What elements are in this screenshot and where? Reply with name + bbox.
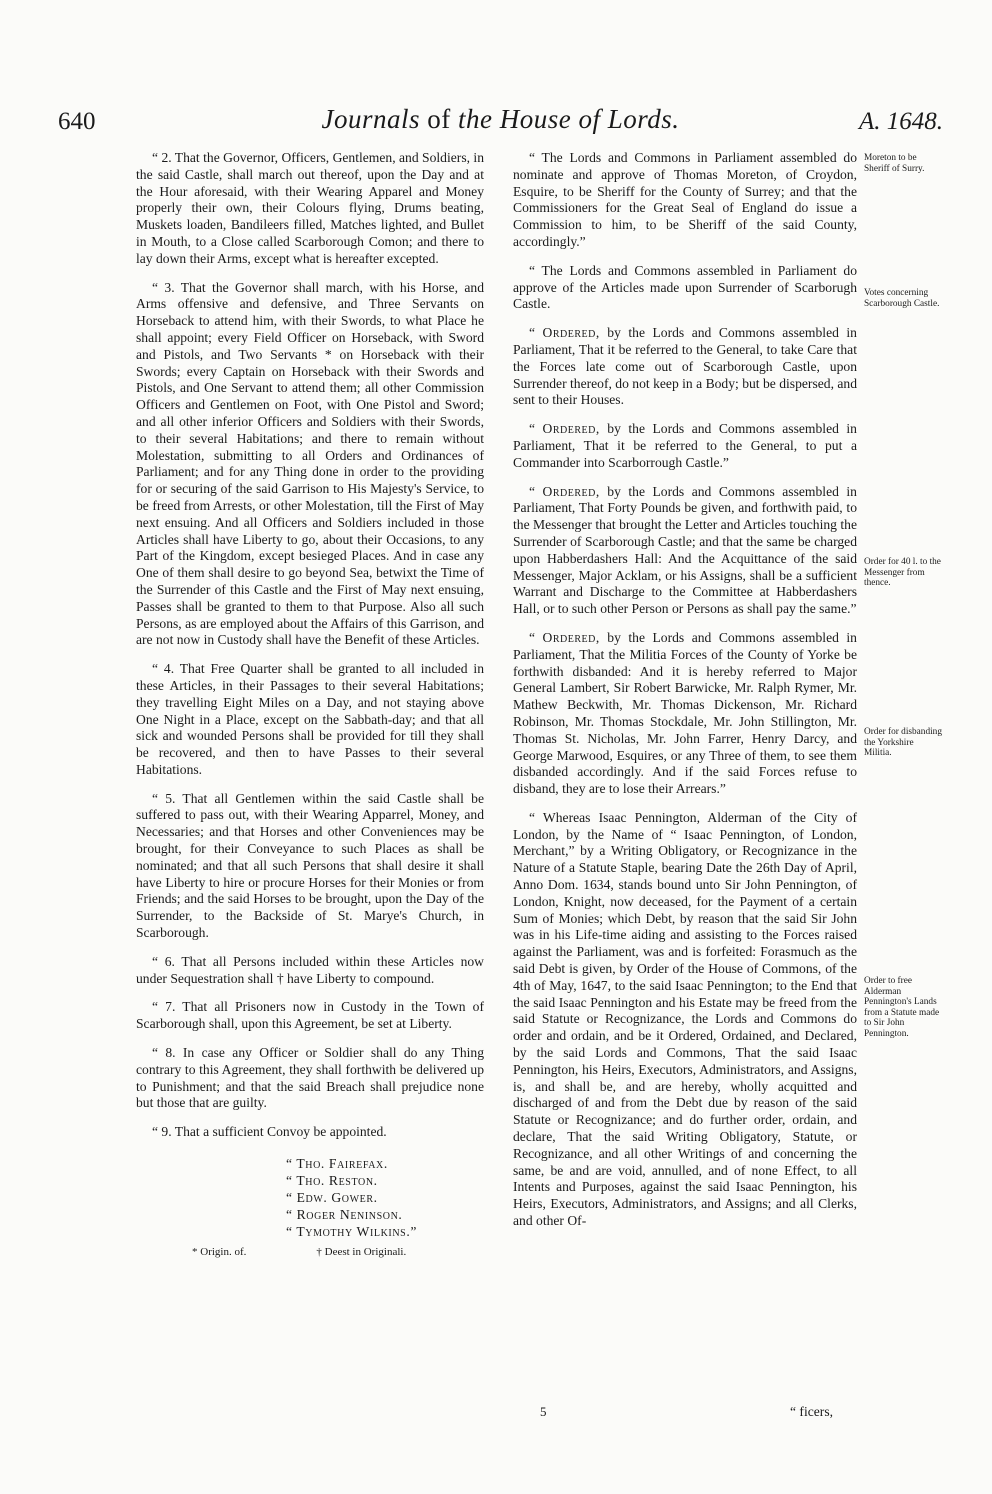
messenger-payment-order: “ Ordered, by the Lords and Commons assembled in Parliament, That Forty Pounds be given, and forthwith paid, to the Messenger that brought the Letter and Articles touching the Surrender of Scarborough Castle; and that the same be charged upon Habberdashers Hall: And the Acquittance of the said Messenger, Major Acklam, or his Assigns, shall be a sufficient Warrant and Discharge to the Committee at Habberdashers Hall, or to such other Person or Persons as shall pay the same.” — [513, 483, 857, 617]
signature-wilkins: “ Tymothy Wilkins.” — [286, 1224, 417, 1240]
forces-dispersal-order: “ Ordered, by the Lords and Commons assembled in Parliament, That it be referred to the General, to take Care that the Forces late come out of Scarborough Castle, upon Surrender thereof, do not keep in a Body; but be dispersed, and sent to their Houses. — [513, 325, 857, 408]
ordered-word: Ordered, — [542, 421, 600, 437]
messenger-payment-text: by the Lords and Commons assembled in Parliament, That Forty Pounds be given, and forthwith paid, to the Messenger that brought the Letter and Articles touching the Surrender of Scarborough Castle; and that the same be charged upon Habberdashers Hall: And the Acquittance of the said Messenger, Major Acklam, or his Assigns, shall be a sufficient Warrant and Discharge to the Committee at Habberdashers Hall, or to such other Person or Persons as shall pay the same.” — [513, 483, 857, 617]
signature-gower: “ Edw. Gower. — [286, 1190, 378, 1206]
article-8: “ 8. In case any Officer or Soldier shall do any Thing contrary to this Agreement, they shall forthwith be delivered up to Punishment; and that the said Breach shall prejudice none but those that are guilty. — [136, 1045, 484, 1111]
page-number: 640 — [58, 108, 96, 135]
footnotes — [136, 1244, 484, 1261]
left-column — [136, 150, 484, 1261]
catchword: “ ficers, — [790, 1404, 834, 1419]
signature-neninson: “ Roger Neninson. — [286, 1207, 403, 1223]
margin-note-pennington: Order to free Alderman Pennington's Lands from a Statute made to Sir John Pennington. — [864, 976, 940, 1039]
margin-note-votes: Votes concerning Scarborough Castle. — [864, 288, 940, 309]
moreton-sheriff-order: “ The Lords and Commons in Parliament assembled do nominate and approve of Thomas Moreton, of Croydon, Esquire, to be Sheriff for the County of Surrey; and that the Commissioners for the Great Seal of England do issue a Commission to him, to be Sheriff of the said County, accordingly.” — [513, 150, 857, 249]
commander-order-text: by the Lords and Commons assembled in Parliament, That it be referred to the General, to put a Commander into Scarborrough Castle.” — [513, 421, 857, 470]
article-5: “ 5. That all Gentlemen within the said Castle shall be suffered to pass out, with their Wearing Apparrel, Money, and Necessaries; and that Horses and other Conveniences may be brought, for their Conveyance to such Places as shall be nominated; and that all such Persons that shall desire it shall have Liberty to hire or procure Horses for their Monies or from Friends; and the said Horses to be brought, upon the Day of the Surrender, to the Backside of St. Marye's Church, in Scarborough. — [136, 790, 484, 941]
title-word-of: of — [419, 104, 458, 134]
right-column — [513, 150, 857, 1242]
page-year: A. 1648. — [858, 108, 943, 135]
articles-approval: “ The Lords and Commons assembled in Parliament do approve of the Articles made upon Surrender of Scarborugh Castle. — [513, 262, 857, 312]
pennington-order: “ Whereas Isaac Pennington, Alderman of the City of London, by the Name of “ Isaac Pennington, of London, Merchant,” by a Writing Obligatory, or Recognizance in the Nature of a Statute Staple, bearing Date the 26th Day of April, Anno Dom. 1634, stands bound unto Sir John Pennington, of London, Knight, now deceased, for the Payment of a certain Sum of Monies; which Debt, by reason that the said Sir John was in his Life-time aiding and assisting to the Forces raised against the Parliament, was and is forfeited: Forasmuch as the said Debt is given, by Order of the House of Commons, of the 4th of May, 1647, to the said Isaac Pennington; to the End that the said Isaac Pennington and his Estate may be freed from the said Statute or Recognizance, the Lords and Commons do order and ordain, and be it Ordered, Ordained, and Declared, by the said Lords and Commons, That the said Isaac Pennington, his Heirs, Executors, Administrators, and Assigns, is, and shall be, and are hereby, wholly acquitted and discharged of and from the Debt due by reason of the said Statute or Recognizance; and do further order, ordain, and declare, That the said Writing Obligatory, Statute, or Recognizance, and all other Writings of and concerning the same, be and are void, annulled, and of none Effect, to all Intents and Purposes, against the said Isaac Pennington, his Heirs, Executors, Administrators, and Assigns; and all Clerks, and other Of- — [513, 809, 857, 1229]
article-6: “ 6. That all Persons included within these Articles now under Sequestration shall † have Liberty to compound. — [136, 953, 484, 986]
article-2: “ 2. That the Governor, Officers, Gentlemen, and Soldiers, in the said Castle, shall march out thereof, upon the Day and at the Hour aforesaid, with their Wearing Apparel and Money properly their own, their Colours flying, Drums beating, Muskets loaden, Bandileers filled, Matches lighted, and Bullet in Mouth, to a Close called Scarborough Comon; and there to lay down their Arms, except what is hereafter excepted. — [136, 150, 484, 266]
journal-title — [58, 104, 943, 135]
ordered-word: Ordered, — [542, 325, 600, 341]
article-7: “ 7. That all Prisoners now in Custody in the Town of Scarborough shall, upon this Agreement, be set at Liberty. — [136, 999, 484, 1032]
margin-note-militia: Order for disbanding the Yorkshire Militia. — [864, 727, 942, 759]
ordered-word: Ordered, — [542, 629, 600, 645]
forces-dispersal-text: by the Lords and Commons assembled in Parliament, That it be referred to the General, to take Care that the Forces late come out of Scarborough Castle, upon Surrender thereof, do not keep in a Body; but be dispersed, and sent to their Houses. — [513, 325, 857, 408]
militia-disband-text: by the Lords and Commons assembled in Parliament, That the Militia Forces of the County of Yorke be forthwith disbanded: And it is hereby referred to Major General Lambert, Sir Robert Barwicke, Mr. Ralph Rymer, Mr. Mathew Beckwith, Mr. Thomas Dickenson, Mr. Richard Robinson, Mr. Thomas Stockdale, Mr. John Stillington, Mr. Thomas St. Nicholas, Mr. John Farrer, Henry Darcy, and George Marwood, Esquires, or any Three of them, to see them disbanded accordingly. And if the said Forces refuse to disband, they are to lose their Arrears.” — [513, 629, 857, 797]
militia-disband-order: “ Ordered, by the Lords and Commons assembled in Parliament, That the Militia Forces of the County of Yorke be forthwith disbanded: And it is hereby referred to Major General Lambert, Sir Robert Barwicke, Mr. Ralph Rymer, Mr. Mathew Beckwith, Mr. Thomas Dickenson, Mr. Richard Robinson, Mr. Thomas Stockdale, Mr. John Stillington, Mr. Thomas St. Nicholas, Mr. John Farrer, Henry Darcy, and George Marwood, Esquires, or any Three of them, to see them disbanded accordingly. And if the said Forces refuse to disband, they are to lose their Arrears.” — [513, 629, 857, 797]
footnote-deest: † Deest in Originali. — [316, 1246, 407, 1259]
article-3: “ 3. That the Governor shall march, with his Horse, and Arms offensive and defensive, and Three Servants on Horseback to attend him, with their Swords, to what Place he shall appoint; every Field Officer on Horseback, with Sword and Pistols, and Two Servants * on Horseback with their Swords; every Captain on Horseback with their Swords and Pistols, and One Servant to attend them; all other Commission Officers and Gentlemen on Foot, with One Pistol and Sword; and all other inferior Officers and Soldiers with their Swords, to their several Habitations; and there to remain without Molestation, submitting to all Orders and Ordinances of Parliament; and for any Thing done in order to the providing for or securing of the said Garrison to His Majesty's Service, to be freed from Arrests, or other Molestation, till the First of May next ensuing. And all Officers and Soldiers included in those Articles shall have Liberty to go, about their Occasions, to any Part of the Kingdom, except besieged Places. And in case any One of them shall desire to go beyond Sea, betwixt the Time of the Surrender of this Castle and the First of May next ensuing, Passes shall be granted to them to that Purpose. Also all such Persons, as are employed about the Affairs of this Garrison, and are not now in Custody shall have the Benefit of these Articles. — [136, 279, 484, 648]
margin-note-forty-pounds: Order for 40 l. to the Messenger from thence. — [864, 557, 941, 589]
article-4: “ 4. That Free Quarter shall be granted to all included in these Articles, in their Passages to their several Habitations; they travelling Eight Miles on a Day, and not staying above One Night in a Place, except on the Sabbath-day; and that all sick and wounded Persons shall be provided for till they shall be recovered, and then to have Passes to their several Habitations. — [136, 661, 484, 777]
footnote-origin: * Origin. of. — [192, 1246, 247, 1259]
commander-order: “ Ordered, by the Lords and Commons assembled in Parliament, That it be referred to the General, to put a Commander into Scarborrough Castle.” — [513, 421, 857, 470]
title-house-of-lords: House of Lords. — [492, 104, 680, 134]
margin-note-moreton: Moreton to be Sheriff of Surry. — [864, 153, 925, 174]
title-word-journals: Journals — [321, 104, 420, 134]
signature-mark: 5 — [540, 1404, 547, 1419]
signature-reston: “ Tho. Reston. — [286, 1173, 378, 1189]
signature-fairefax: “ Tho. Fairefax. — [286, 1156, 388, 1172]
title-word-the: the — [457, 104, 493, 134]
article-9: “ 9. That a sufficient Convoy be appointed. — [152, 1124, 387, 1140]
ordered-word: Ordered, — [542, 483, 600, 499]
signatories — [286, 1155, 484, 1240]
running-head — [58, 104, 943, 144]
